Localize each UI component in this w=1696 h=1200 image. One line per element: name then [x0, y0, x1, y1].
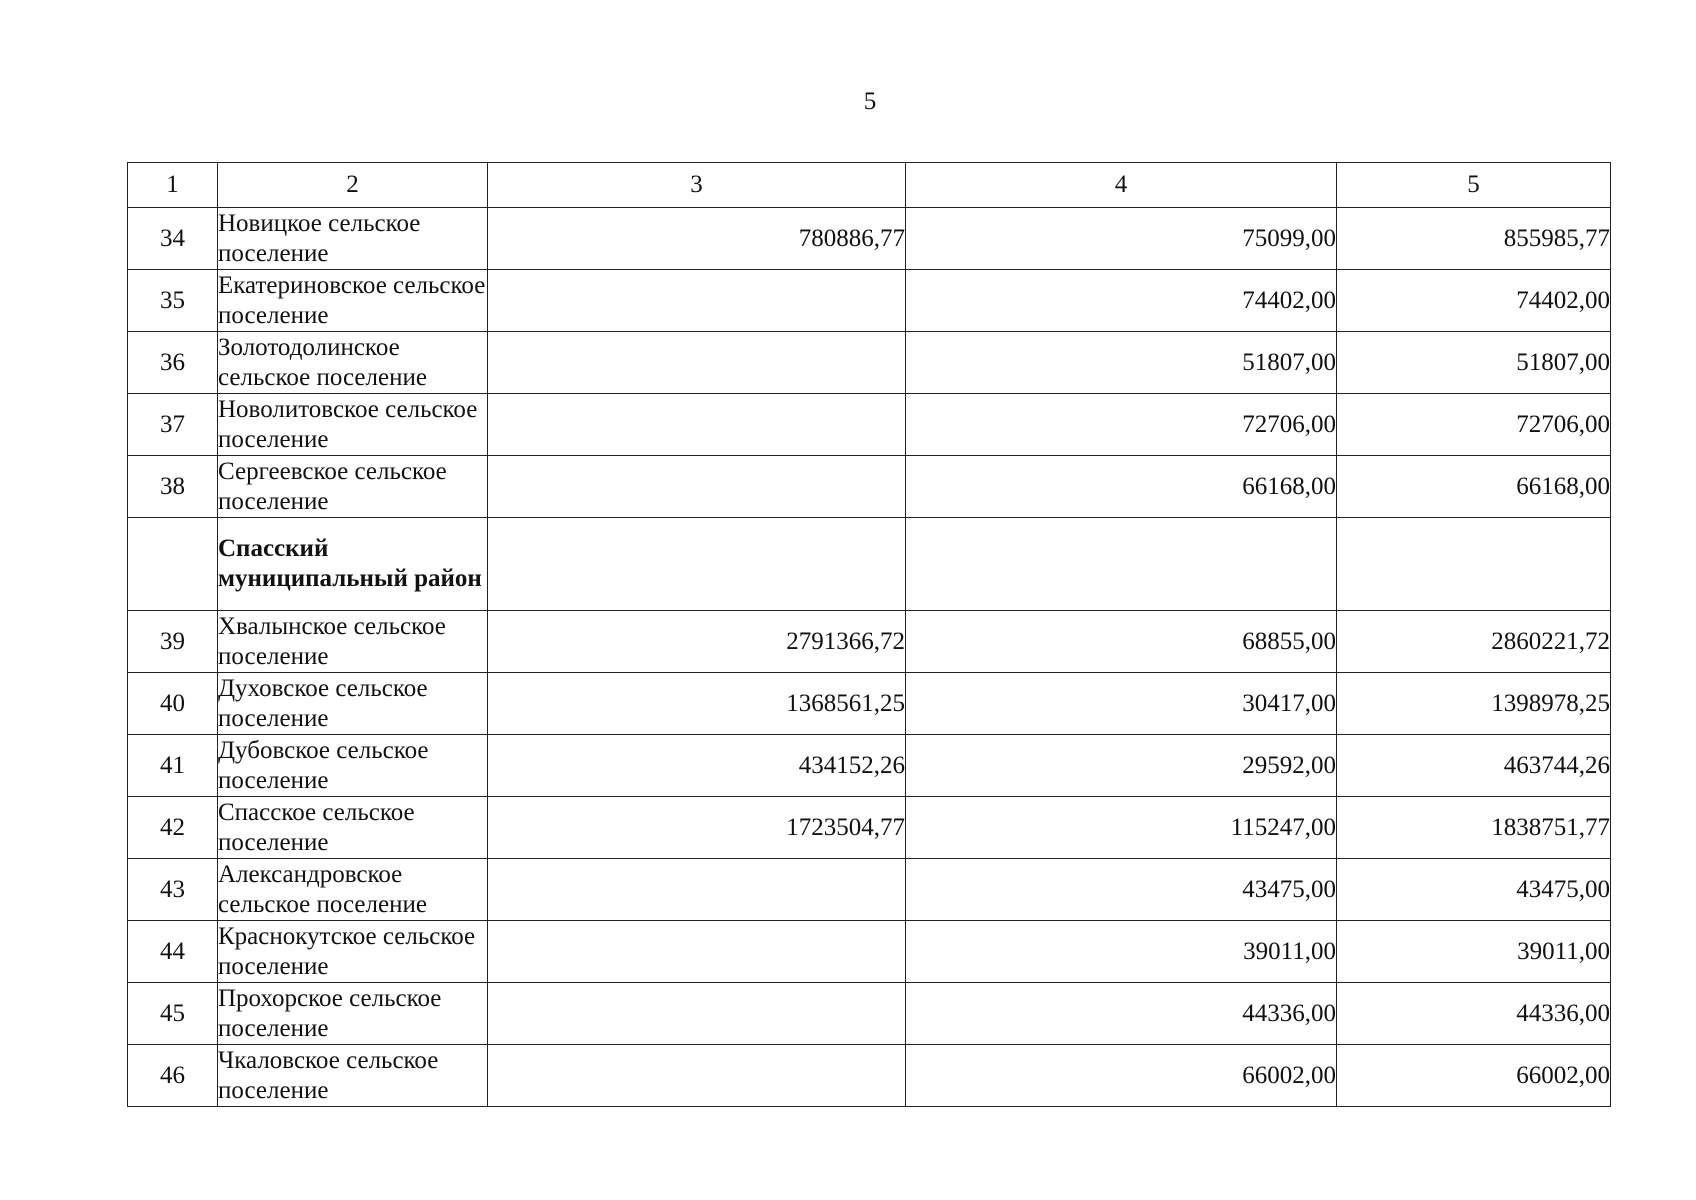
column-4-value-cell: 74402,00	[906, 270, 1337, 332]
column-5-value-cell: 43475,00	[1337, 859, 1611, 921]
column-3-value-cell	[488, 456, 906, 518]
row-number-cell: 46	[128, 1045, 218, 1107]
table-body	[128, 163, 1611, 1107]
column-4-value-cell: 68855,00	[906, 611, 1337, 673]
settlement-name-cell: Александровское сельское поселение	[218, 859, 488, 921]
row-number-cell: 36	[128, 332, 218, 394]
row-number-cell: 37	[128, 394, 218, 456]
column-4-value-cell: 115247,00	[906, 797, 1337, 859]
page-number: 5	[863, 88, 877, 115]
column-5-value-cell: 1838751,77	[1337, 797, 1611, 859]
column-4-value-cell: 66168,00	[906, 456, 1337, 518]
row-number-cell: 34	[128, 208, 218, 270]
row-number-cell: 38	[128, 456, 218, 518]
column-3-value-cell: 434152,26	[488, 735, 906, 797]
column-5-value-cell: 463744,26	[1337, 735, 1611, 797]
settlement-name-cell: Чкаловское сельское поселение	[218, 1045, 488, 1107]
column-4-value-cell: 30417,00	[906, 673, 1337, 735]
row-number-cell: 43	[128, 859, 218, 921]
column-3-value-cell: 2791366,72	[488, 611, 906, 673]
column-3-value-cell	[488, 1045, 906, 1107]
table-row	[128, 611, 1611, 673]
row-number-cell	[128, 518, 218, 611]
section-title-cell: Спасский муниципальный район	[218, 518, 488, 611]
settlement-name-cell: Сергеевское сельское поселение	[218, 456, 488, 518]
column-4-value-cell: 43475,00	[906, 859, 1337, 921]
column-3-value-cell	[488, 332, 906, 394]
section-row	[128, 518, 1611, 611]
column-5-value-cell	[1337, 518, 1611, 611]
column-5-value-cell: 1398978,25	[1337, 673, 1611, 735]
settlement-name-cell: Новицкое сельское поселение	[218, 208, 488, 270]
table-row	[128, 983, 1611, 1045]
column-5-value-cell: 39011,00	[1337, 921, 1611, 983]
row-number-cell: 45	[128, 983, 218, 1045]
column-4-value-cell: 66002,00	[906, 1045, 1337, 1107]
settlement-name-cell: Золотодолинское сельское поселение	[218, 332, 488, 394]
table-row	[128, 921, 1611, 983]
table-row	[128, 208, 1611, 270]
row-number-cell: 40	[128, 673, 218, 735]
column-4-value-cell: 75099,00	[906, 208, 1337, 270]
column-4-value-cell: 39011,00	[906, 921, 1337, 983]
settlement-name-cell: Спасское сельское поселение	[218, 797, 488, 859]
column-4-value-cell: 72706,00	[906, 394, 1337, 456]
settlement-name-cell: Духовское сельское поселение	[218, 673, 488, 735]
column-header: 3	[488, 163, 906, 208]
column-3-value-cell	[488, 983, 906, 1045]
settlement-name-cell: Екатериновское сельское поселение	[218, 270, 488, 332]
column-5-value-cell: 2860221,72	[1337, 611, 1611, 673]
column-header: 4	[906, 163, 1337, 208]
row-number-cell: 44	[128, 921, 218, 983]
settlement-name-cell: Хвалынское сельское поселение	[218, 611, 488, 673]
column-header: 1	[128, 163, 218, 208]
settlement-name-cell: Дубовское сельское поселение	[218, 735, 488, 797]
table-row	[128, 1045, 1611, 1107]
column-5-value-cell: 51807,00	[1337, 332, 1611, 394]
column-4-value-cell: 29592,00	[906, 735, 1337, 797]
column-5-value-cell: 66168,00	[1337, 456, 1611, 518]
column-3-value-cell	[488, 270, 906, 332]
column-3-value-cell	[488, 394, 906, 456]
row-number-cell: 41	[128, 735, 218, 797]
table-row	[128, 332, 1611, 394]
row-number-cell: 39	[128, 611, 218, 673]
table-row	[128, 735, 1611, 797]
column-3-value-cell: 780886,77	[488, 208, 906, 270]
table-row	[128, 456, 1611, 518]
column-3-value-cell: 1723504,77	[488, 797, 906, 859]
column-4-value-cell	[906, 518, 1337, 611]
column-3-value-cell	[488, 859, 906, 921]
table-row	[128, 859, 1611, 921]
column-3-value-cell	[488, 518, 906, 611]
table-row	[128, 673, 1611, 735]
column-header: 5	[1337, 163, 1611, 208]
column-header: 2	[218, 163, 488, 208]
column-4-value-cell: 44336,00	[906, 983, 1337, 1045]
row-number-cell: 35	[128, 270, 218, 332]
column-4-value-cell: 51807,00	[906, 332, 1337, 394]
column-5-value-cell: 855985,77	[1337, 208, 1611, 270]
settlement-name-cell: Новолитовское сельское поселение	[218, 394, 488, 456]
column-5-value-cell: 72706,00	[1337, 394, 1611, 456]
settlement-name-cell: Прохорское сельское поселение	[218, 983, 488, 1045]
column-3-value-cell: 1368561,25	[488, 673, 906, 735]
column-5-value-cell: 74402,00	[1337, 270, 1611, 332]
table-row	[128, 270, 1611, 332]
table-row	[128, 797, 1611, 859]
column-5-value-cell: 66002,00	[1337, 1045, 1611, 1107]
table-header-row	[128, 163, 1611, 208]
column-5-value-cell: 44336,00	[1337, 983, 1611, 1045]
table-row	[128, 394, 1611, 456]
settlement-name-cell: Краснокутское сельское поселение	[218, 921, 488, 983]
column-3-value-cell	[488, 921, 906, 983]
budget-table	[127, 162, 1611, 1107]
row-number-cell: 42	[128, 797, 218, 859]
